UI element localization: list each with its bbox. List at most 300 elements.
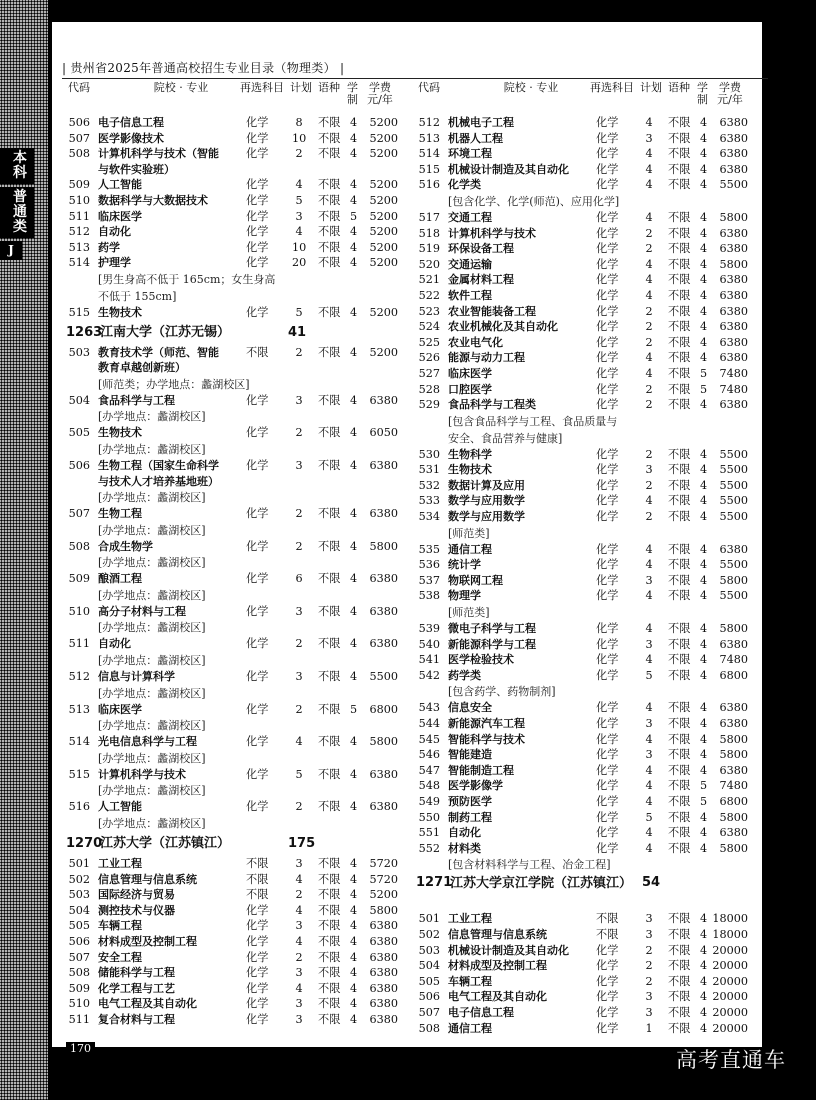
- tuition-fee: 6380: [719, 763, 748, 777]
- language: 不限: [668, 210, 691, 224]
- program-row: [416, 350, 756, 366]
- study-years: 5: [350, 702, 358, 716]
- language: 不限: [668, 478, 691, 492]
- col-code: 代码: [68, 81, 90, 94]
- program-name: 生物工程（国家生命科学: [98, 458, 219, 472]
- language: 不限: [318, 393, 341, 407]
- language: 不限: [668, 1005, 691, 1019]
- program-name: 信息管理与信息系统: [448, 927, 547, 941]
- university-name: 江苏大学（江苏镇江）: [100, 836, 231, 852]
- required-subject: 化学: [596, 826, 619, 840]
- tuition-fee: 6380: [719, 304, 748, 318]
- tuition-fee: 6380: [719, 542, 748, 556]
- col-plan: 计划: [640, 81, 662, 94]
- tuition-fee: 6380: [369, 1012, 398, 1026]
- required-subject: 化学: [596, 668, 619, 682]
- plan-count: 3: [645, 131, 653, 145]
- program-code: 528: [418, 382, 440, 396]
- tuition-fee: 6380: [719, 242, 748, 256]
- plan-count: 2: [295, 507, 303, 521]
- language: 不限: [668, 131, 691, 145]
- tuition-fee: 5200: [369, 225, 398, 239]
- plan-count: 3: [645, 990, 653, 1004]
- tuition-fee: 6800: [369, 702, 398, 716]
- study-years: 4: [350, 919, 358, 933]
- plan-count: 3: [295, 393, 303, 407]
- tuition-fee: 18000: [712, 912, 748, 926]
- tuition-fee: 18000: [712, 927, 748, 941]
- tuition-fee: 5500: [719, 589, 748, 603]
- tuition-fee: 6380: [719, 273, 748, 287]
- program-name: 与技术人才培养基地班）: [98, 474, 219, 488]
- required-subject: 化学: [246, 800, 269, 814]
- col-language: 语种: [668, 81, 690, 94]
- program-name: 电子信息工程: [448, 1005, 514, 1019]
- program-name: 药学类: [448, 668, 481, 682]
- language: 不限: [668, 912, 691, 926]
- program-name: 临床医学: [448, 366, 492, 380]
- program-row: [416, 226, 756, 242]
- tuition-fee: 5720: [369, 857, 398, 871]
- right-column: [416, 115, 756, 1036]
- plan-count: 2: [645, 304, 653, 318]
- tuition-fee: 6380: [369, 393, 398, 407]
- program-row: [416, 841, 756, 857]
- plan-count: 3: [295, 919, 303, 933]
- language: 不限: [668, 943, 691, 957]
- study-years: 4: [700, 351, 708, 365]
- program-row: [66, 669, 406, 685]
- study-years: 4: [700, 763, 708, 777]
- language: 不限: [318, 1012, 341, 1026]
- required-subject: 化学: [596, 542, 619, 556]
- plan-count: 4: [645, 826, 653, 840]
- tuition-fee: 6380: [719, 147, 748, 161]
- program-row: [416, 177, 756, 193]
- plan-count: 4: [645, 558, 653, 572]
- plan-count: 4: [645, 147, 653, 161]
- program-row: [416, 115, 756, 131]
- program-code: 521: [418, 273, 440, 287]
- required-subject: 化学: [246, 240, 269, 254]
- required-subject: 化学: [596, 463, 619, 477]
- plan-count: 3: [295, 997, 303, 1011]
- tuition-fee: 20000: [712, 990, 748, 1004]
- tuition-fee: 5800: [719, 841, 748, 855]
- language: 不限: [668, 717, 691, 730]
- language: 不限: [668, 116, 691, 129]
- tuition-fee: 7480: [719, 779, 748, 793]
- required-subject: 化学: [596, 366, 619, 380]
- program-code: 510: [68, 997, 90, 1011]
- program-name: 计算机科学与技术（智能: [98, 147, 219, 161]
- program-code: 513: [68, 702, 90, 716]
- required-subject: 化学: [246, 225, 269, 239]
- program-code: 504: [68, 903, 90, 917]
- program-row: [66, 458, 406, 474]
- program-row: [66, 193, 406, 209]
- university-name: 江南大学（江苏无锡）: [100, 324, 231, 340]
- program-note: [办学地点：蠡湖校区]: [98, 556, 206, 570]
- program-code: 516: [68, 800, 90, 814]
- program-note: [办学地点：蠡湖校区]: [98, 621, 206, 635]
- program-row: [416, 668, 756, 684]
- program-code: 504: [418, 959, 440, 973]
- program-note: [师范类]: [448, 606, 490, 620]
- required-subject: 不限: [596, 927, 619, 941]
- program-name: 生物技术: [98, 426, 142, 440]
- required-subject: 化学: [596, 320, 619, 334]
- program-row: [416, 911, 756, 927]
- tuition-fee: 5500: [719, 178, 748, 192]
- study-years: 4: [700, 732, 708, 746]
- tuition-fee: 6380: [719, 162, 748, 176]
- program-code: 502: [68, 872, 90, 886]
- language: 不限: [318, 345, 341, 359]
- program-row: [66, 1012, 406, 1028]
- study-years: 4: [350, 131, 358, 145]
- page-title: 贵州省2025年普通高校招生专业目录（物理类）: [70, 61, 336, 75]
- program-name: 医学影像学: [448, 779, 503, 793]
- program-code: 514: [68, 735, 90, 749]
- program-code: 509: [68, 572, 90, 586]
- program-name: 能源与动力工程: [448, 351, 525, 365]
- tuition-fee: 5500: [719, 478, 748, 492]
- program-code: 512: [68, 225, 90, 239]
- language: 不限: [668, 320, 691, 334]
- language: 不限: [318, 209, 341, 223]
- program-row: [66, 934, 406, 950]
- tuition-fee: 5200: [369, 240, 398, 254]
- language: 不限: [668, 763, 691, 777]
- program-note: 不低于 155cm]: [98, 289, 177, 303]
- program-note: [办学地点：蠡湖校区]: [98, 817, 206, 831]
- program-row: [416, 1021, 756, 1037]
- program-row: [66, 636, 406, 652]
- language: 不限: [668, 826, 691, 840]
- plan-count: 2: [645, 398, 653, 412]
- program-name: 复合材料与工程: [98, 1012, 175, 1026]
- study-years: 4: [700, 637, 708, 651]
- study-years: 4: [700, 510, 708, 524]
- study-years: 4: [700, 398, 708, 412]
- university-row: [66, 832, 406, 856]
- tuition-fee: 20000: [712, 1021, 748, 1035]
- plan-count: 4: [645, 288, 653, 302]
- required-subject: 化学: [246, 116, 269, 129]
- tuition-fee: 20000: [712, 974, 748, 988]
- program-code: 509: [68, 178, 90, 192]
- study-years: 4: [350, 857, 358, 871]
- language: 不限: [318, 800, 341, 814]
- plan-count: 3: [645, 573, 653, 587]
- required-subject: 化学: [596, 494, 619, 508]
- required-subject: 化学: [246, 507, 269, 521]
- study-years: 4: [700, 974, 708, 988]
- language: 不限: [318, 572, 341, 586]
- program-name: 电气工程及其自动化: [98, 997, 197, 1011]
- program-note: [办学地点：蠡湖校区]: [98, 410, 206, 424]
- tuition-fee: 6380: [719, 826, 748, 840]
- program-name: 化学工程与工艺: [98, 981, 175, 995]
- study-years: 4: [350, 903, 358, 917]
- required-subject: 化学: [596, 288, 619, 302]
- study-years: 4: [700, 116, 708, 129]
- language: 不限: [318, 225, 341, 239]
- tuition-fee: 6050: [369, 426, 398, 440]
- program-row: [416, 825, 756, 841]
- required-subject: 化学: [246, 604, 269, 618]
- program-name: 车辆工程: [98, 919, 142, 933]
- study-years: 4: [350, 872, 358, 886]
- program-code: 535: [418, 542, 440, 556]
- tuition-fee: 6380: [369, 981, 398, 995]
- language: 不限: [318, 702, 341, 716]
- program-code: 527: [418, 366, 440, 380]
- required-subject: 化学: [246, 572, 269, 586]
- plan-count: 4: [645, 763, 653, 777]
- plan-count: 6: [295, 572, 303, 586]
- program-code: 517: [418, 210, 440, 224]
- program-code: 506: [68, 935, 90, 948]
- program-row: [66, 360, 406, 376]
- study-years: 4: [700, 701, 708, 715]
- program-code: 505: [418, 974, 440, 988]
- language: 不限: [668, 147, 691, 161]
- language: 不限: [318, 256, 341, 270]
- required-subject: 化学: [596, 794, 619, 808]
- required-subject: 化学: [596, 622, 619, 636]
- required-subject: 化学: [596, 257, 619, 271]
- tuition-fee: 6380: [719, 398, 748, 412]
- study-years: 4: [700, 210, 708, 224]
- required-subject: 化学: [596, 162, 619, 176]
- program-row: [66, 506, 406, 522]
- program-code: 503: [418, 943, 440, 957]
- tuition-fee: 5800: [369, 735, 398, 749]
- language: 不限: [668, 779, 691, 793]
- study-years: 4: [350, 147, 358, 161]
- required-subject: 化学: [596, 147, 619, 161]
- program-name: 工业工程: [448, 912, 492, 926]
- program-row: [416, 958, 756, 974]
- program-code: 525: [418, 335, 440, 349]
- plan-count: 4: [645, 366, 653, 380]
- plan-count: 4: [295, 981, 303, 995]
- tuition-fee: 6800: [719, 668, 748, 682]
- study-years: 4: [700, 841, 708, 855]
- language: 不限: [668, 841, 691, 855]
- program-name: 食品科学与工程类: [448, 398, 536, 412]
- plan-count: 4: [295, 225, 303, 239]
- program-code: 512: [68, 670, 90, 684]
- study-years: 4: [700, 668, 708, 682]
- program-code: 514: [418, 147, 440, 161]
- study-years: 4: [350, 426, 358, 440]
- language: 不限: [318, 131, 341, 145]
- program-row: [416, 621, 756, 637]
- required-subject: 化学: [596, 779, 619, 793]
- program-name: 人工智能: [98, 178, 142, 192]
- study-years: 4: [700, 242, 708, 256]
- study-years: 4: [700, 178, 708, 192]
- program-code: 513: [418, 131, 440, 145]
- tuition-fee: 6380: [369, 800, 398, 814]
- required-subject: 化学: [596, 763, 619, 777]
- tuition-fee: 6380: [369, 572, 398, 586]
- study-years: 4: [350, 1012, 358, 1026]
- page: [52, 22, 762, 1047]
- plan-count: 5: [645, 668, 653, 682]
- tuition-fee: 6380: [719, 288, 748, 302]
- language: 不限: [318, 919, 341, 933]
- program-row: [416, 1005, 756, 1021]
- program-code: 506: [418, 990, 440, 1004]
- program-name: 教育卓越创新班）: [98, 361, 186, 375]
- program-code: 519: [418, 242, 440, 256]
- plan-count: 2: [295, 147, 303, 161]
- plan-count: 3: [645, 1005, 653, 1019]
- program-row: [416, 462, 756, 478]
- required-subject: 化学: [596, 990, 619, 1004]
- plan-count: 4: [645, 178, 653, 192]
- study-years: 4: [700, 147, 708, 161]
- plan-count: 2: [295, 800, 303, 814]
- program-row: [416, 304, 756, 320]
- plan-count: 2: [295, 426, 303, 440]
- program-row: [416, 652, 756, 668]
- program-name: 制药工程: [448, 810, 492, 824]
- program-row: [66, 305, 406, 321]
- program-code: 505: [68, 426, 90, 440]
- program-code: 544: [418, 717, 440, 730]
- plan-count: 4: [645, 732, 653, 746]
- program-row: [416, 162, 756, 178]
- program-code: 537: [418, 573, 440, 587]
- program-code: 516: [418, 178, 440, 192]
- program-name: 自动化: [98, 225, 131, 239]
- required-subject: 化学: [246, 193, 269, 207]
- program-name: 预防医学: [448, 794, 492, 808]
- program-code: 522: [418, 288, 440, 302]
- tuition-fee: 6380: [719, 226, 748, 240]
- language: 不限: [318, 178, 341, 192]
- language: 不限: [668, 653, 691, 667]
- required-subject: 化学: [596, 974, 619, 988]
- plan-count: 4: [295, 178, 303, 192]
- language: 不限: [668, 732, 691, 746]
- program-row: [66, 425, 406, 441]
- language: 不限: [668, 510, 691, 524]
- language: 不限: [668, 589, 691, 603]
- language: 不限: [668, 542, 691, 556]
- program-name: 电子信息工程: [98, 116, 164, 129]
- plan-count: 2: [295, 702, 303, 716]
- program-note: [办学地点：蠡湖校区]: [98, 442, 206, 456]
- study-years: 4: [700, 447, 708, 461]
- tuition-fee: 5200: [369, 193, 398, 207]
- program-name: 环保设备工程: [448, 242, 514, 256]
- program-row: [66, 965, 406, 981]
- plan-count: 2: [645, 478, 653, 492]
- tuition-fee: 5200: [369, 305, 398, 319]
- tuition-fee: 5200: [369, 131, 398, 145]
- program-row: [66, 393, 406, 409]
- program-note: [办学地点：蠡湖校区]: [98, 686, 206, 700]
- plan-count: 5: [295, 305, 303, 319]
- plan-count: 1: [645, 1021, 653, 1035]
- program-note: [办学地点：蠡湖校区]: [98, 491, 206, 505]
- language: 不限: [668, 959, 691, 973]
- plan-count: 4: [645, 273, 653, 287]
- program-name: 电气工程及其自动化: [448, 990, 547, 1004]
- program-code: 507: [68, 131, 90, 145]
- program-name: 材料类: [448, 841, 481, 855]
- study-years: 4: [700, 304, 708, 318]
- program-name: 新能源科学与工程: [448, 637, 536, 651]
- program-row: [416, 763, 756, 779]
- program-note: [办学地点：蠡湖校区]: [98, 751, 206, 765]
- language: 不限: [668, 463, 691, 477]
- language: 不限: [668, 794, 691, 808]
- program-name: 机器人工程: [448, 131, 503, 145]
- program-row: [66, 539, 406, 555]
- header-rule: [62, 78, 768, 79]
- tuition-fee: 6380: [369, 997, 398, 1011]
- tuition-fee: 6380: [369, 458, 398, 472]
- study-years: 4: [700, 335, 708, 349]
- tuition-fee: 5500: [719, 510, 748, 524]
- required-subject: 化学: [246, 147, 269, 161]
- tuition-fee: 5800: [719, 748, 748, 762]
- tuition-fee: 6380: [369, 767, 398, 781]
- study-years: 4: [700, 826, 708, 840]
- language: 不限: [668, 748, 691, 762]
- language: 不限: [668, 257, 691, 271]
- program-code: 545: [418, 732, 440, 746]
- language: 不限: [668, 304, 691, 318]
- required-subject: 化学: [596, 335, 619, 349]
- tuition-fee: 7480: [719, 653, 748, 667]
- tuition-fee: 6380: [369, 604, 398, 618]
- language: 不限: [668, 573, 691, 587]
- language: 不限: [318, 857, 341, 871]
- required-subject: 化学: [246, 178, 269, 192]
- tuition-fee: 5800: [369, 903, 398, 917]
- language: 不限: [668, 637, 691, 651]
- program-row: [416, 257, 756, 273]
- required-subject: 化学: [246, 966, 269, 980]
- program-code: 508: [68, 966, 90, 980]
- required-subject: 化学: [246, 256, 269, 270]
- plan-count: 2: [645, 320, 653, 334]
- language: 不限: [668, 494, 691, 508]
- program-name: 环境工程: [448, 147, 492, 161]
- tuition-fee: 5500: [719, 558, 748, 572]
- program-name: 数学与应用数学: [448, 510, 525, 524]
- tuition-fee: 5200: [369, 345, 398, 359]
- program-row: [66, 950, 406, 966]
- program-code: 530: [418, 447, 440, 461]
- study-years: 4: [350, 670, 358, 684]
- study-years: 4: [700, 622, 708, 636]
- col-name: 院校 · 专业: [153, 81, 209, 94]
- program-name: 计算机科学与技术: [448, 226, 536, 240]
- study-years: 4: [350, 604, 358, 618]
- program-name: 智能建造: [448, 748, 492, 762]
- program-row: [66, 604, 406, 620]
- study-years: 4: [350, 507, 358, 521]
